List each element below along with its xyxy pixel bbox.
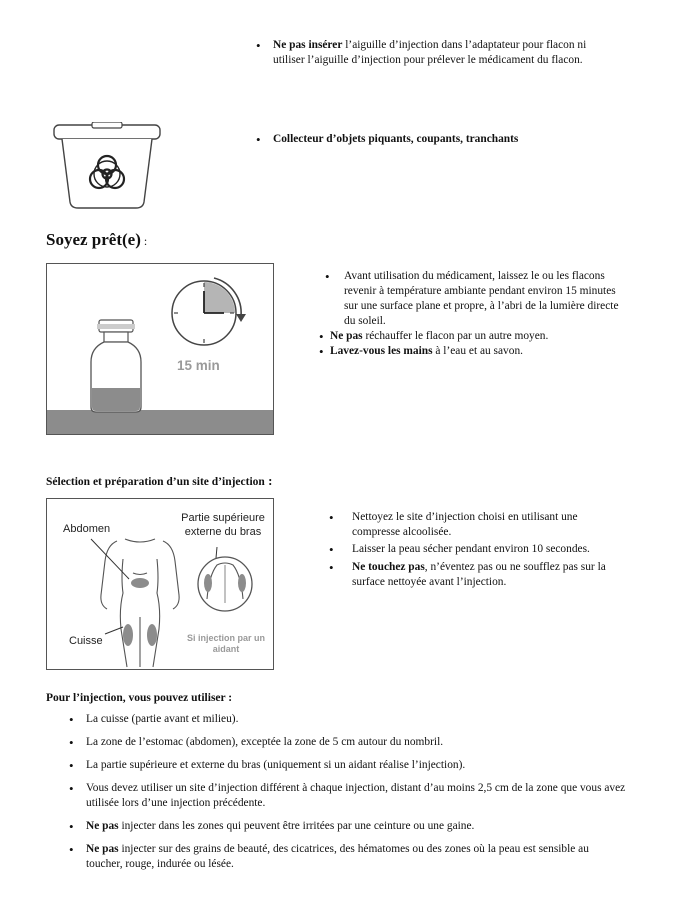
site-selection-title-text: Sélection et préparation d’un site d’injection — [46, 476, 265, 488]
vial-timer-illustration — [46, 263, 274, 435]
injection-use-bullet-text: La zone de l’estomac (abdomen), exceptée la zone de 5 cm autour du nombril. — [86, 736, 444, 748]
vial-icon — [91, 320, 141, 412]
thigh-label: Cuisse — [69, 635, 103, 647]
get-ready-bullet — [316, 344, 624, 359]
needle-warning-bold: Ne pas insérer — [273, 39, 343, 51]
needle-warning-item — [253, 38, 613, 68]
site-selection-bullet — [326, 542, 616, 557]
site-selection-bullet — [326, 510, 616, 540]
upper-arm-label: Partie supérieure externe du bras — [181, 512, 265, 538]
injection-use-bullet — [66, 712, 626, 727]
injection-use-bullet — [66, 758, 626, 773]
injection-use-bullet-bold: Ne pas — [86, 820, 119, 832]
get-ready-bullet-text: réchauffer le flacon par un autre moyen. — [362, 330, 549, 342]
sharps-container-label — [253, 132, 653, 147]
clock-icon — [172, 278, 246, 345]
injection-use-bullets — [66, 712, 626, 872]
injection-use-bullet — [66, 842, 626, 872]
get-ready-title — [46, 230, 147, 250]
site-selection-title — [46, 472, 272, 490]
injection-use-bullet — [66, 735, 626, 750]
injection-use-bullet — [66, 781, 626, 811]
get-ready-bullet — [322, 269, 624, 329]
caregiver-label: Si injection par un aidant — [187, 633, 266, 654]
site-selection-bullet-text: Laisser la peau sécher pendant environ 10 secondes. — [352, 543, 590, 555]
site-selection-bullet — [326, 560, 616, 590]
injection-use-bullet-text: La partie supérieure et externe du bras (uniquement si un aidant réalise l’injection). — [86, 759, 466, 771]
get-ready-bullet-text: à l’eau et au savon. — [432, 345, 523, 357]
injection-use-title — [46, 688, 232, 706]
get-ready-bullets — [322, 269, 624, 359]
abdomen-label: Abdomen — [63, 523, 111, 535]
site-selection-bullets — [326, 510, 616, 590]
get-ready-bullet-text: Avant utilisation du médicament, laissez le ou les flacons revenir à température ambiante pendant environ 15 minutes sur une surface plane et propre, à l’abri de la lumière directe du soleil. — [344, 270, 619, 327]
get-ready-bullet-bold: Lavez-vous les mains — [330, 345, 433, 357]
site-selection-bullet-bold: Ne touchez pas — [352, 561, 425, 573]
needle-warning-text: l’aiguille d’injection dans l’adaptateur pour flacon ni utiliser l’aiguille d’injection pour prélever le médicament du flacon. — [273, 39, 587, 66]
get-ready-bullet-bold: Ne pas — [330, 330, 363, 342]
injection-use-bullet-text: La cuisse (partie avant et milieu). — [86, 713, 239, 725]
get-ready-title-suffix: : — [140, 234, 148, 248]
injection-use-bullet-text: injecter sur des grains de beauté, des cicatrices, des hématomes ou des zones où la peau est sensible au toucher, rouge, indurée ou lésée. — [86, 843, 589, 870]
timer-label: 15 min — [177, 358, 220, 373]
needle-warning — [253, 38, 613, 68]
site-selection-title-suffix: : — [264, 473, 273, 488]
injection-use-bullet-text: injecter dans les zones qui peuvent être irritées par une ceinture ou une gaine. — [118, 820, 475, 832]
injection-use-bullet-bold: Ne pas — [86, 843, 119, 855]
site-selection-bullet-text: , n’éventez pas ou ne soufflez pas sur la surface nettoyée avant l’injection. — [352, 561, 606, 588]
injection-use-title-text: Pour l’injection, vous pouvez utiliser : — [46, 692, 233, 704]
get-ready-title-text: Soyez prêt(e) — [46, 230, 141, 249]
sharps-container-item — [253, 132, 653, 147]
body-back-icon — [198, 557, 252, 611]
body-front-icon — [101, 539, 179, 667]
injection-use-bullet — [66, 819, 626, 834]
sharps-container-text: Collecteur d’objets piquants, coupants, tranchants — [273, 133, 519, 145]
sharps-container-icon — [52, 122, 162, 212]
injection-sites-illustration — [46, 498, 274, 670]
injection-use-bullet-text: Vous devez utiliser un site d’injection différent à chaque injection, distant d’au moins 2,5 cm de la zone que vous avez utilisée lors d’une injection précédente. — [86, 782, 626, 809]
site-selection-bullet-text: Nettoyez le site d’injection choisi en utilisant une compresse alcoolisée. — [352, 511, 578, 538]
get-ready-bullet — [316, 329, 624, 344]
